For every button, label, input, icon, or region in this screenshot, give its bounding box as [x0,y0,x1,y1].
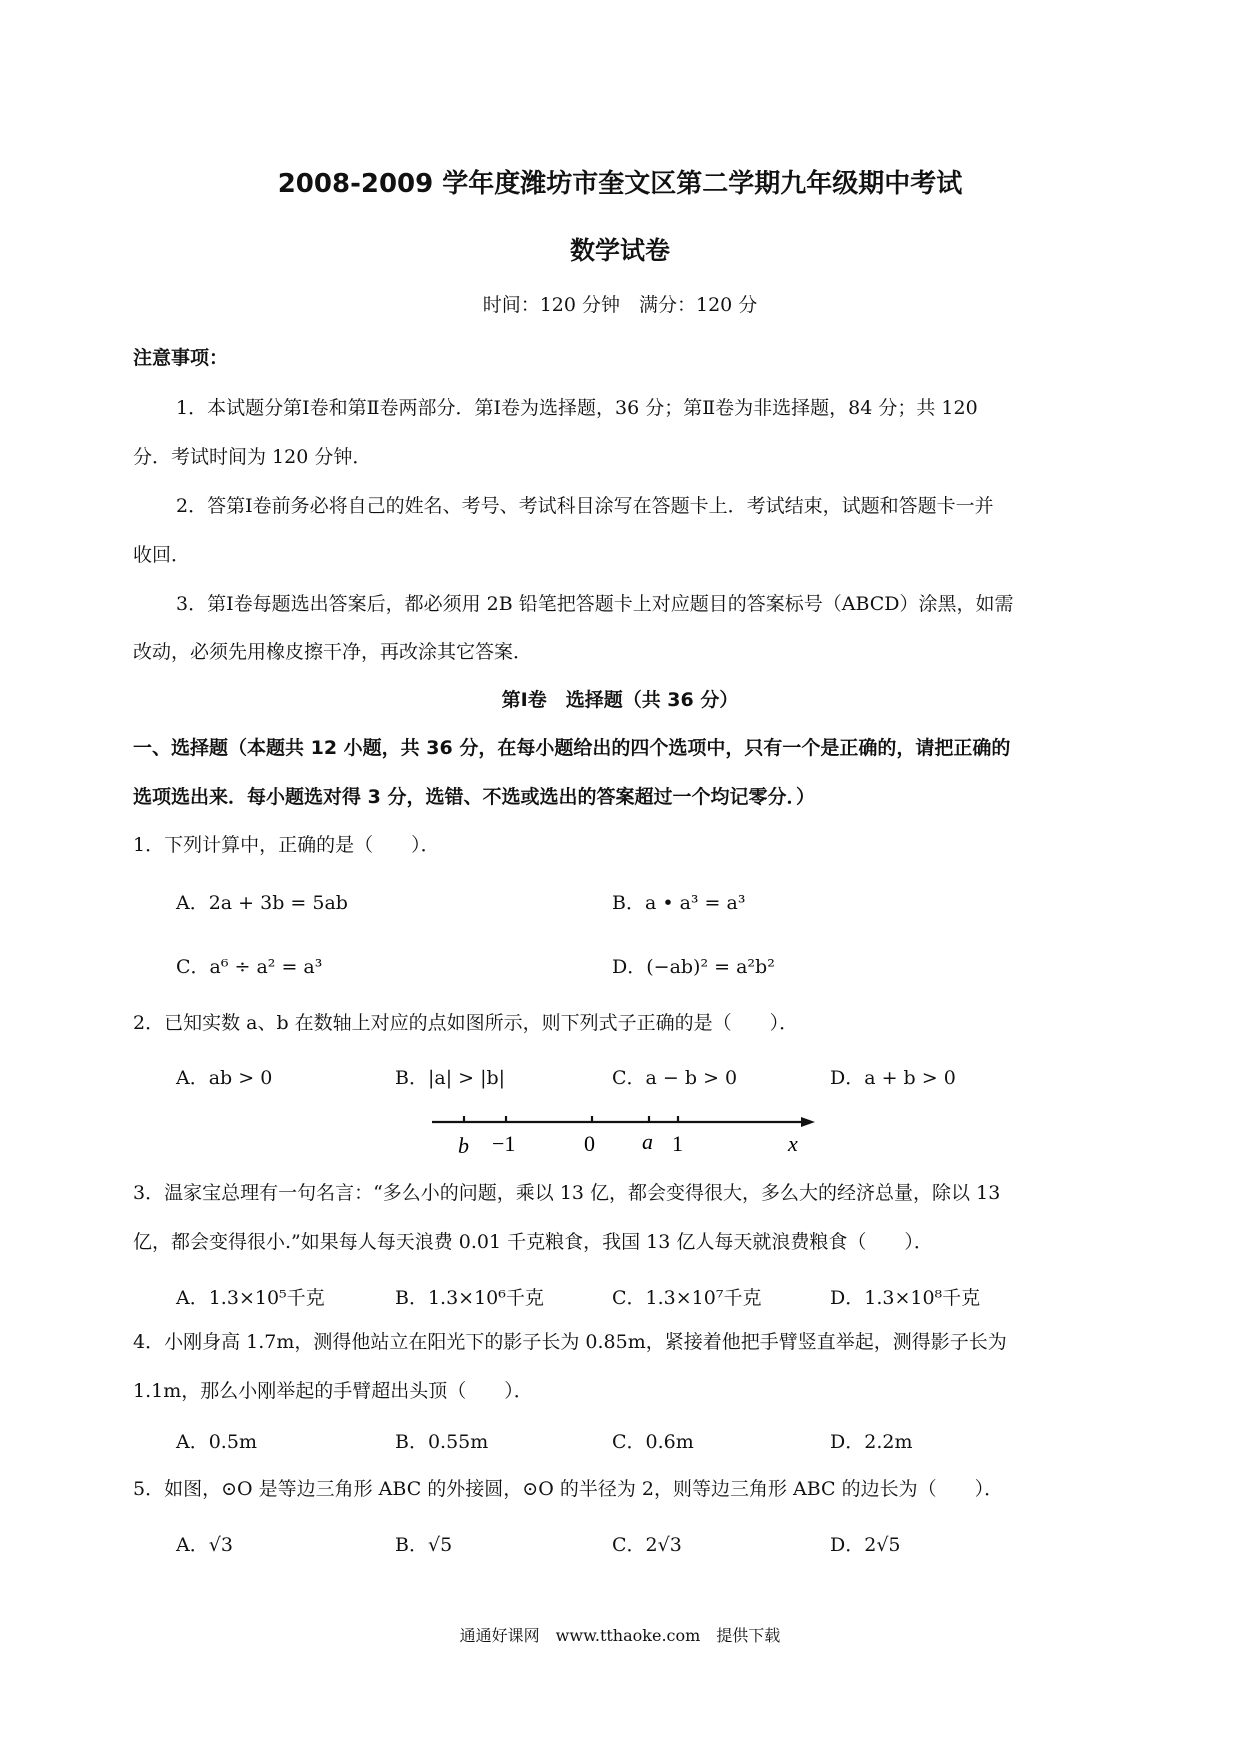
q5-option-c: C．2√3 [612,1534,682,1556]
note-1a: 1．本试题分第Ⅰ卷和第Ⅱ卷两部分．第Ⅰ卷为选择题，36 分；第Ⅱ卷为非选择题，84 分；共 120 [176,397,978,419]
q4-stem-b: 1.1m，那么小刚举起的手臂超出头顶（ ）． [133,1380,533,1402]
q2-option-c: C．a − b > 0 [612,1067,738,1089]
q4-option-d: D．2.2m [830,1431,913,1453]
q3-option-a: A．1.3×10⁵千克 [176,1287,325,1309]
q2-stem: 2．已知实数 a、b 在数轴上对应的点如图所示，则下列式子正确的是（ ）． [133,1012,799,1034]
axis-label-b: b [458,1133,469,1158]
q2-option-a: A．ab > 0 [176,1067,273,1089]
q1-option-d: D．(−ab)² = a²b² [612,956,775,978]
q4-stem-a: 4．小刚身高 1.7m，测得他站立在阳光下的影子长为 0.85m，紧接着他把手臂竖直举起，测得影子长为 [133,1331,1007,1353]
exam-meta: 时间：120 分钟 满分：120 分 [482,294,758,316]
q1-option-c: C．a⁶ ÷ a² = a³ [176,956,323,978]
footer-credit: 通通好课网 www.tthaoke.com 提供下载 [459,1626,781,1645]
q1-stem: 1．下列计算中，正确的是（ ）． [133,834,440,856]
q3-option-b: B．1.3×10⁶千克 [395,1287,544,1309]
note-1b: 分．考试时间为 120 分钟． [133,446,372,468]
q3-stem-b: 亿，都会变得很小.”如果每人每天浪费 0.01 千克粮食，我国 13 亿人每天就浪费粮食（ ）． [133,1231,933,1253]
note-3a: 3．第Ⅰ卷每题选出答案后，都必须用 2B 铅笔把答题卡上对应题目的答案标号（ABCD）涂黑，如需 [176,593,1014,615]
q3-option-c: C．1.3×10⁷千克 [612,1287,762,1309]
axis-label-a: a [642,1129,653,1154]
q3-stem-a: 3．温家宝总理有一句名言：“多么小的问题，乘以 13 亿，都会变得很大，多么大的经济总量，除以 13 [133,1182,1001,1204]
section-intro-b: 选项选出来．每小题选对得 3 分，选错、不选或选出的答案超过一个均记零分．） [133,786,815,808]
note-2b: 收回． [133,544,191,566]
note-3b: 改动，必须先用橡皮擦干净，再改涂其它答案． [133,641,533,663]
q4-option-a: A．0.5m [176,1431,257,1453]
q1-option-b: B．a • a³ = a³ [612,892,746,914]
section-intro-a: 一、选择题（本题共 12 小题，共 36 分，在每小题给出的四个选项中，只有一个是正确的，请把正确的 [133,737,1011,759]
q4-option-c: C．0.6m [612,1431,694,1453]
exam-subtitle: 数学试卷 [569,236,670,265]
number-line-figure [420,1105,820,1165]
q5-option-a: A．√3 [176,1534,233,1556]
q5-stem: 5．如图，⊙O 是等边三角形 ABC 的外接圆，⊙O 的半径为 2，则等边三角形 ABC 的边长为（ ）． [133,1478,1004,1500]
exam-title: 2008-2009 学年度潍坊市奎文区第二学期九年级期中考试 [277,169,963,199]
axis-label-0: 0 [584,1131,595,1156]
q2-option-d: D．a + b > 0 [830,1067,956,1089]
section-heading: 第Ⅰ卷 选择题（共 36 分） [501,689,739,711]
q4-option-b: B．0.55m [395,1431,489,1453]
q2-option-b: B．|a| > |b| [395,1067,506,1089]
axis-label-neg1: −1 [492,1131,516,1156]
notes-heading: 注意事项： [133,347,229,369]
q5-option-b: B．√5 [395,1534,453,1556]
q1-option-a: A．2a + 3b = 5ab [176,892,348,914]
axis-arrow-icon [801,1117,815,1127]
note-2a: 2．答第Ⅰ卷前务必将自己的姓名、考号、考试科目涂写在答题卡上．考试结束，试题和答题卡一并 [176,495,994,517]
q5-option-d: D．2√5 [830,1534,901,1556]
q3-option-d: D．1.3×10⁸千克 [830,1287,981,1309]
axis-label-1: 1 [672,1131,683,1156]
axis-label-x: x [788,1131,798,1156]
